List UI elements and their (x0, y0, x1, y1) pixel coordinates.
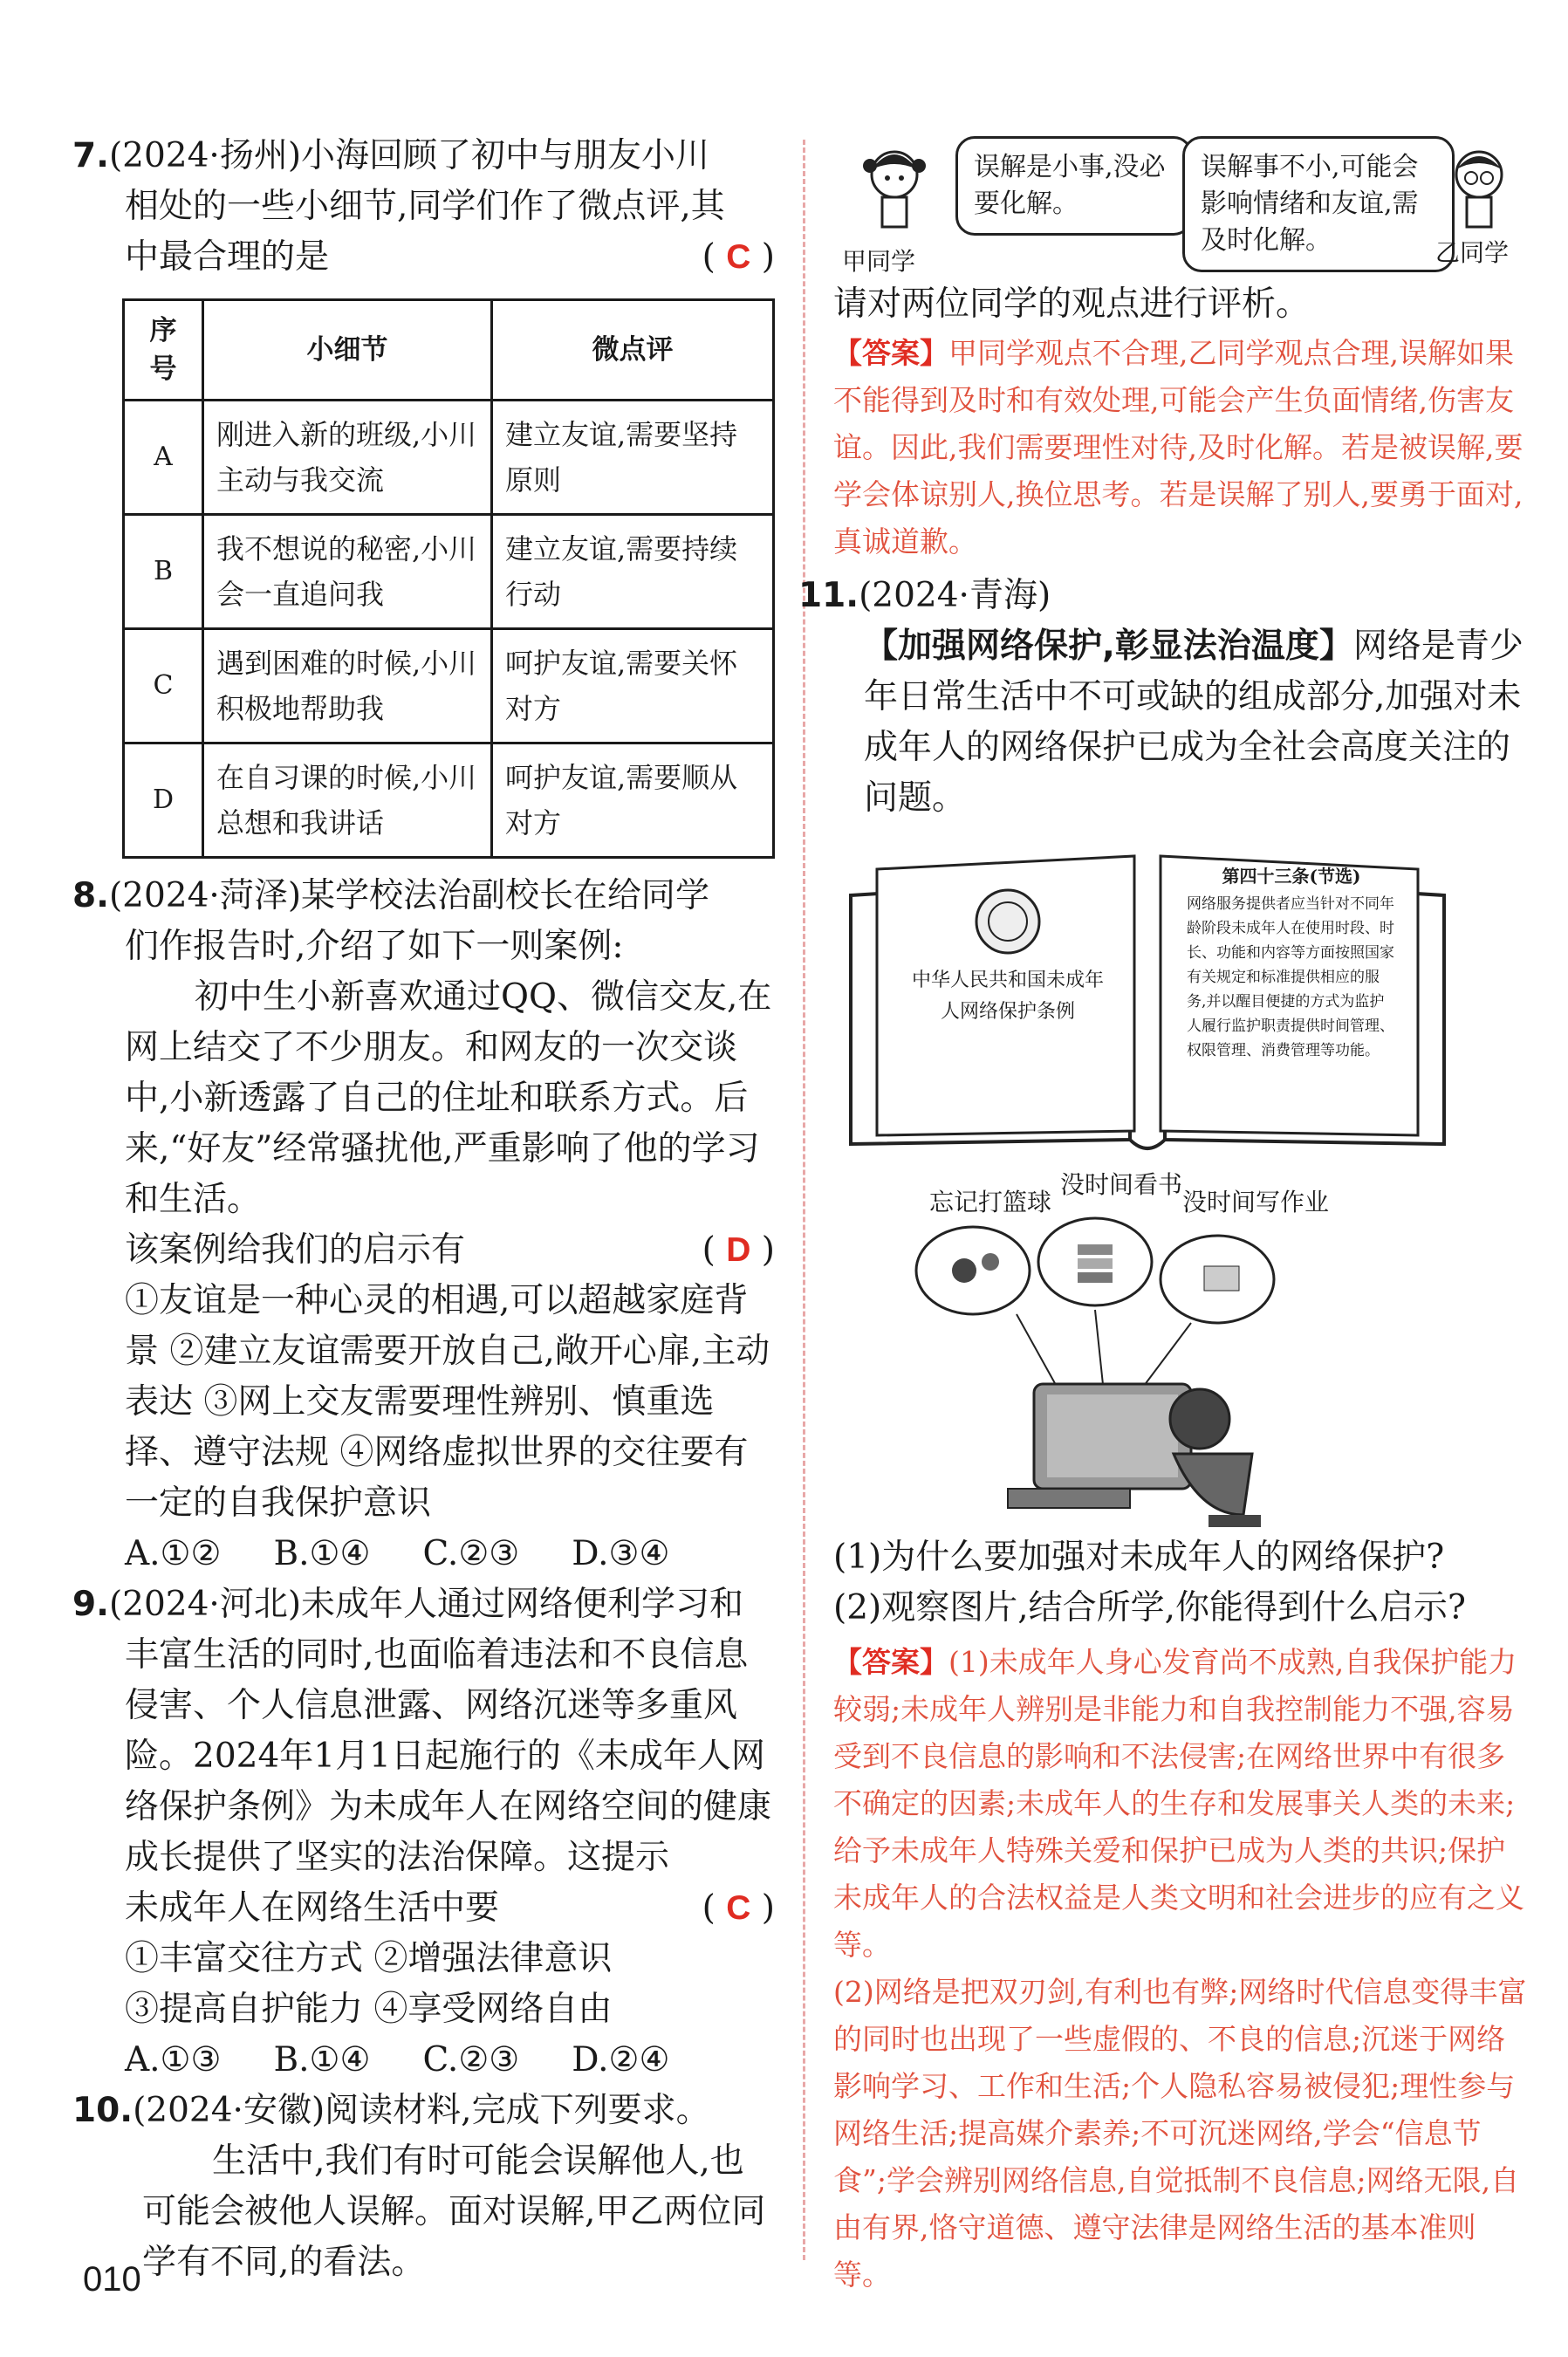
answer-bracket: ( D ) (702, 1230, 775, 1270)
answer-letter: D (726, 1231, 751, 1269)
row-detail: 我不想说的秘密,小川会一直追问我 (203, 515, 492, 629)
material-title: 【加强网络保护,彰显法治温度】 (864, 627, 1353, 666)
row-label: B (124, 515, 203, 629)
column-divider (803, 140, 805, 2260)
question-text: (2024·河北)未成年人通过网络便利学习和丰富生活的同时,也面临着违法和不良信息侵害、个人信息泄露、网络沉迷等多重风险。2024年1月1日起施行的《未成年人网络保护条例》为未成年人在网络空间的健康成长提供了坚实的法治保障。这提示 (108, 1585, 772, 1877)
row-comment: 呵护友谊,需要顺从对方 (492, 743, 774, 858)
book-cover-title: 中华人民共和国未成年人网络保护条例 (911, 970, 1104, 1023)
label-jia: 甲同学 (842, 247, 916, 276)
table-row (124, 401, 774, 515)
option-d: D.③④ (572, 1534, 670, 1573)
table-row (124, 515, 774, 629)
thought-label: 没时间写作业 (1182, 1188, 1330, 1216)
question-10 (72, 2086, 775, 2288)
student-head (1170, 1389, 1229, 1449)
answer-text-1: 【答案】(1)未成年人身心发育尚不成熟,自我保护能力较弱;未成年人辨别是非能力和自我控制能力不强,容易受到不良信息的影响和不法侵害;在网络世界中有很多不确定的因素;未成年人的生存和发展事关人类的未来;给予未成年人特殊关爱和保护已成为人类的共识;保护未成年人的合法权益是人类文明和社会进步的应有之义等。 (833, 1645, 1524, 1962)
book-illustration (842, 843, 1453, 1166)
speech-bubble-jia: 误解是小事,没必要化解。 (955, 136, 1193, 236)
answer-bracket: ( C ) (702, 237, 775, 277)
option-c: C.②③ (422, 1534, 520, 1573)
question-number: 10. (72, 2091, 134, 2130)
answer-tag: 【答案】 (833, 336, 948, 370)
options (77, 1529, 775, 1579)
answer-text-2: (2)网络是把双刃剑,有利也有弊;网络时代信息变得丰富的同时也出现了一些虚假的、不良的信息;沉迷于网络影响学习、工作和生活;个人隐私容易被侵犯;理性参与网络生活;提高媒介素养;不可沉迷网络,学会“信息节食”;学会辨别网络信息,自觉抵制不良信息;网络无限,自由有界,恪守道德、遵守法律是网络生活的基本准则等。 (833, 1975, 1527, 2292)
table-row (124, 743, 774, 858)
left-column (72, 131, 775, 2288)
question-prompt: 该案例给我们的启示有 (125, 1230, 466, 1270)
case-text: 初中生小新喜欢通过QQ、微信交友,在网上结交了不少朋友。和网友的一次交谈中,小新透露了自己的住址和联系方式。后来,“好友”经常骚扰他,严重影响了他的学习和生活。 (125, 977, 772, 1219)
page-number: 010 (83, 2260, 141, 2299)
article-text: 网络服务提供者应当针对不同年龄阶段未成年人在使用时段、时长、功能和内容等方面按照国家有关规定和标准提供相应的服务,并以醒目便捷的方式为监护人履行监护职责提供时间管理、权限管理、消费管理等功能。 (1187, 895, 1394, 1059)
question-number: 7. (72, 136, 109, 175)
option-c: C.②③ (422, 2040, 520, 2080)
answer-tag: 【答案】 (833, 1645, 948, 1679)
question-number: 8. (72, 876, 109, 915)
row-comment: 建立友谊,需要持续行动 (492, 515, 774, 629)
question-text: (2024·菏泽)某学校法治副校长在给同学 (108, 876, 710, 915)
question-text: 们作报告时,介绍了如下一则案例: (125, 927, 624, 966)
label-yi: 乙同学 (1435, 238, 1510, 267)
options (77, 2035, 775, 2086)
question-8 (72, 871, 775, 1579)
row-comment: 建立友谊,需要坚持原则 (492, 401, 774, 515)
table-header: 小细节 (203, 300, 492, 401)
option-b: B.①④ (273, 2040, 371, 2080)
option-b: B.①④ (273, 1534, 371, 1573)
thought-label: 忘记打篮球 (929, 1188, 1052, 1216)
row-label: C (124, 629, 203, 743)
row-comment: 呵护友谊,需要关怀对方 (492, 629, 774, 743)
question-text: (2024·安徽)阅读材料,完成下列要求。 (133, 2091, 710, 2130)
answer-text: 【答案】甲同学观点不合理,乙同学观点合理,误解如果不能得到及时和有效处理,可能会产生负面情绪,伤害友谊。因此,我们需要理性对待,及时化解。若是被误解,要学会体谅别人,换位思考。若是误解了别人,要勇于面对,真诚道歉。 (833, 336, 1523, 558)
row-label: D (124, 743, 203, 858)
computer-cartoon (859, 1166, 1470, 1532)
student-jia-icon (859, 140, 929, 244)
speech-bubble-yi: 误解事不小,可能会影响情绪和友谊,需及时化解。 (1182, 136, 1455, 272)
question-text: 未成年人在网络生活中要 (125, 1888, 500, 1928)
row-label: A (124, 401, 203, 515)
material-text: 网络是青少年日常生活中不可或缺的组成部分,加强对未成年人的网络保护已成为全社会高度关注的问题。 (864, 627, 1523, 818)
question-text: 中最合理的是 (125, 237, 330, 277)
article-title: 第四十三条(节选) (1222, 866, 1361, 887)
right-column (798, 131, 1531, 2299)
question-text: (2024·扬州)小海回顾了初中与朋友小川 (108, 136, 710, 175)
option-d: D.②④ (572, 2040, 670, 2080)
answer-letter: C (726, 238, 751, 276)
details-table (122, 298, 775, 859)
table-header: 序号 (124, 300, 203, 401)
question-9 (72, 1579, 775, 2086)
question-number: 11. (798, 576, 859, 615)
table-header-row (124, 300, 774, 401)
material-text: 生活中,我们有时可能会误解他人,也可能会被他人误解。面对误解,甲乙两位同学有不同,的看法。 (142, 2141, 766, 2282)
student-yi-icon (1444, 140, 1514, 244)
table-row (124, 629, 774, 743)
thought-label: 没时间看书 (1060, 1170, 1183, 1199)
row-detail: 刚进入新的班级,小川主动与我交流 (203, 401, 492, 515)
row-detail: 遇到困难的时候,小川积极地帮助我 (203, 629, 492, 743)
row-detail: 在自习课的时候,小川总想和我讲话 (203, 743, 492, 858)
sub-question-2: (2)观察图片,结合所学,你能得到什么启示? (833, 1588, 1466, 1627)
question-number: 9. (72, 1585, 109, 1624)
answer-bracket: ( C ) (702, 1888, 775, 1928)
cartoon-row (833, 131, 1531, 279)
statements: ①丰富交往方式 ②增强法律意识 (125, 1939, 613, 1978)
question-7 (72, 131, 775, 859)
answer-letter: C (726, 1889, 751, 1927)
table-header: 微点评 (492, 300, 774, 401)
question-text: 相处的一些小细节,同学们作了微点评,其 (125, 187, 725, 226)
statements: ③提高自护能力 ④享受网络自由 (125, 1990, 613, 2029)
statements: ①友谊是一种心灵的相遇,可以超越家庭背景 ②建立友谊需要开放自己,敞开心扉,主动表达 ③网上交友需要理性辨别、慎重选择、遵守法规 ④网络虚拟世界的交往要有一定的自我保护意识 (125, 1281, 770, 1523)
question-11: 11.(2024·青海)【加强网络保护,彰显法治温度】网络是青少年日常生活中不可或缺的组成部分,加强对未成年人的网络保护已成为全社会高度关注的问题。 中华人民共和国未成年人网络保护条例 第四十三条(节选) 网络服务提供者应当针对不同年龄阶段未成年人在使用时段、时长、功能和内容等方面按照国家有关规定和标准提供相应的服务,并以醒目便捷的方式为监护人履行监护职责提供时间管理、权限管理、消费管理等功能。 忘记打篮球 没时间看书 没时间写作业 (1)为什么要加强对未成年人的网络保护? (2)观察图片,结合所学,你能得到什么启示? 【答案】(1)未成年人身心发育尚不成熟,自我保护能力较弱;未成年人辨别是非能力和自我控制能力不强,容易受到不良信息的影响和不法侵害;在网络世界中有很多不确定的因素;未成年人的生存和发展事关人类的未来;给予未成年人特殊关爱和保护已成为人类的共识;保护未成年人的合法权益是人类文明和社会进步的应有之义等。 (2)网络是把双刃剑,有利也有弊;网络时代信息变得丰富的同时也出现了一些虚假的、不良的信息;沉迷于网络影响学习、工作和生活;个人隐私容易被侵犯;理性参与网络生活;提高媒介素养;不可沉迷网络,学会“信息节食”;学会辨别网络信息,自觉抵制不良信息;网络无限,自由有界,恪守道德、遵守法律是网络生活的基本准则等。 (833, 571, 1531, 2299)
option-a: A.①② (125, 1534, 222, 1573)
question-prompt: 请对两位同学的观点进行评析。 (833, 284, 1311, 324)
sub-question-1: (1)为什么要加强对未成年人的网络保护? (833, 1538, 1445, 1577)
option-a: A.①③ (125, 2040, 222, 2080)
